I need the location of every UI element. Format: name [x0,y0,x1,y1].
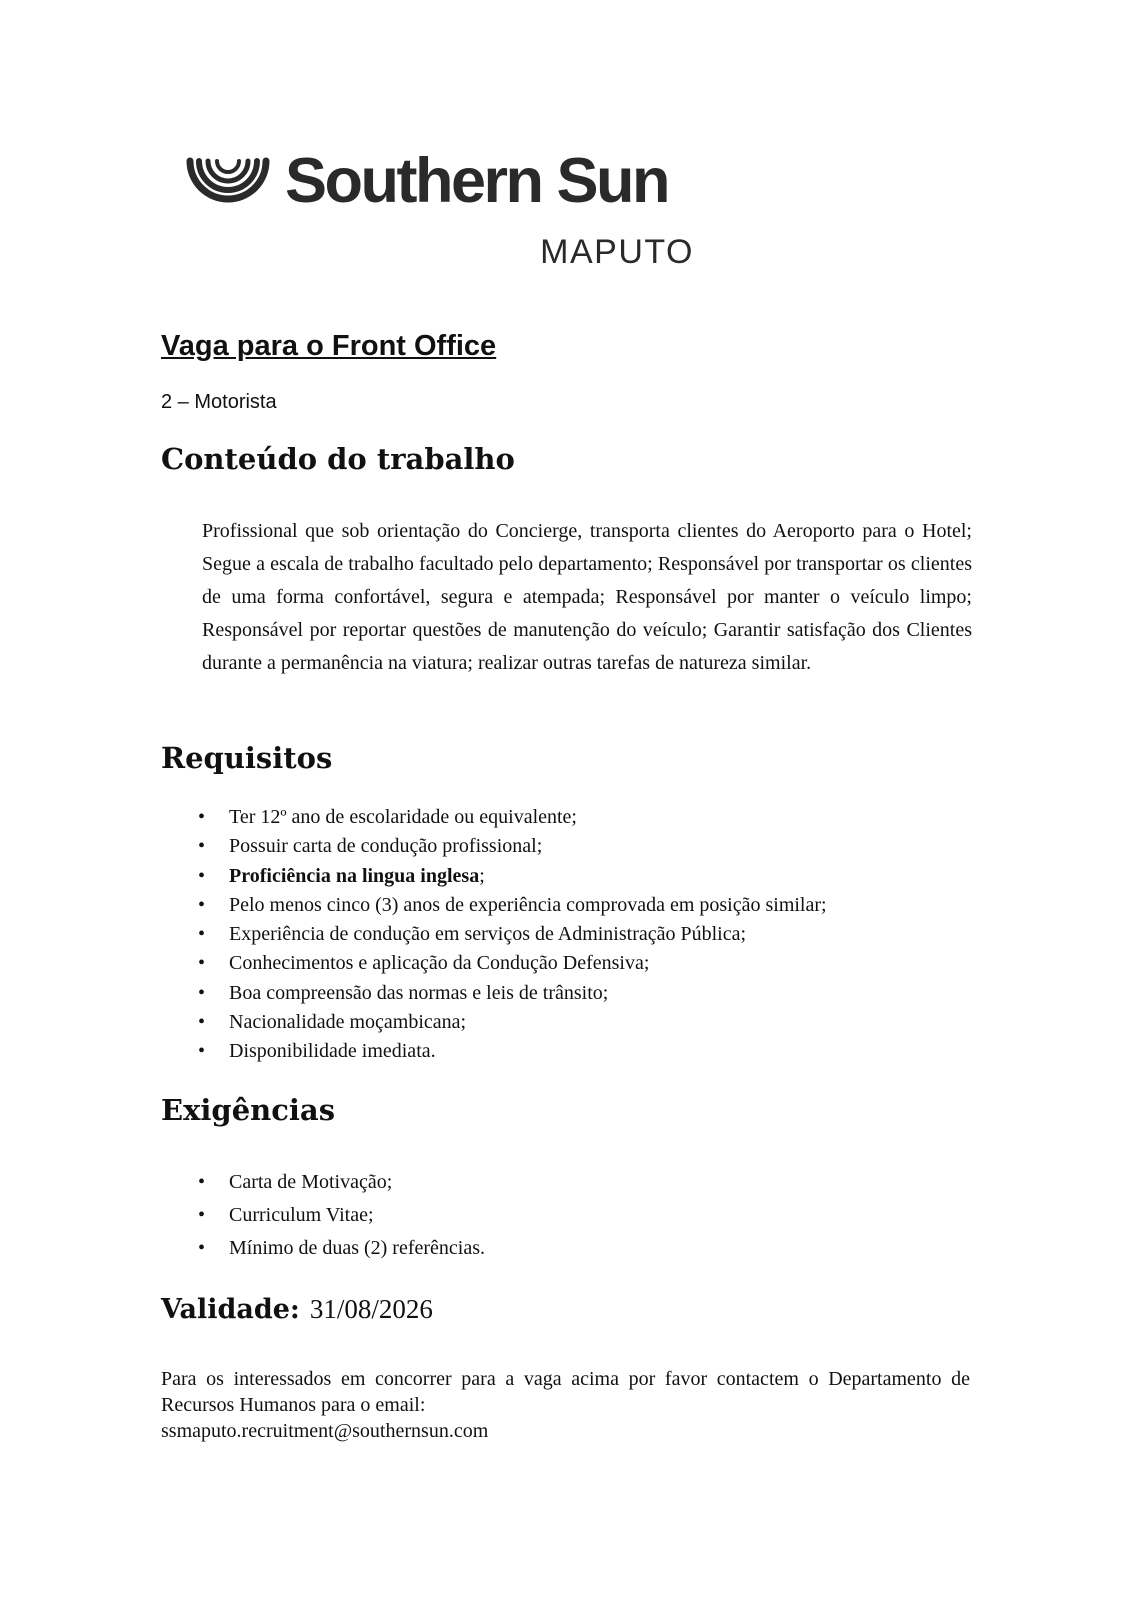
section-heading-content: Conteúdo do trabalho [161,442,515,476]
job-position: 2 – Motorista [161,391,277,413]
list-item: • Disponibilidade imediata. [229,1037,989,1066]
list-item: • Boa compreensão das normas e leis de trânsito; [229,979,989,1008]
demands-list [229,1166,989,1265]
list-item: • Curriculum Vitae; [229,1199,989,1232]
contact-paragraph [161,1366,970,1444]
requirements-list [229,803,989,1067]
section-heading-requirements: Requisitos [161,741,333,775]
list-item [229,862,989,891]
southern-sun-logo-icon [184,153,272,233]
job-title: Vaga para o Front Office [161,330,497,362]
brand-city: MAPUTO [540,233,694,271]
list-item: • Mínimo de duas (2) referências. [229,1232,989,1265]
brand-name: Southern Sun [285,146,668,216]
validity-date: 31/08/2026 [309,1294,433,1324]
list-item: • Carta de Motivação; [229,1166,989,1199]
list-item-bold-text: Proficiência na lingua inglesa [229,864,480,887]
list-item: • Pelo menos cinco (3) anos de experiência comprovada em posição similar; [229,891,989,920]
section-heading-demands: Exigências [161,1093,336,1127]
list-item: • Ter 12º ano de escolaridade ou equivalente; [229,803,989,832]
contact-text: Para os interessados em concorrer para a vaga acima por favor contactem o Departamento de Recursos Humanos para o email: [161,1368,970,1416]
list-item-suffix: ; [479,864,485,887]
list-item: • Possuir carta de condução profissional; [229,832,989,861]
validity-label: Validade: [161,1294,300,1325]
logo [184,146,694,278]
list-item: • Experiência de condução em serviços de Administração Pública; [229,920,989,949]
contact-email[interactable]: ssmaputo.recruitment@southernsun.com [161,1420,489,1442]
list-item: • Conhecimentos e aplicação da Condução Defensiva; [229,949,989,978]
list-item: • Nacionalidade moçambicana; [229,1008,989,1037]
job-content-text: Profissional que sob orientação do Concierge, transporta clientes do Aeroporto para o Hotel; Segue a escala de trabalho facultado pelo departamento; Responsável por transportar os clientes de uma forma confortável, segura e atempada; Responsável por manter o veículo limpo; Responsável por reportar questões de manutenção do veículo; Garantir satisfação dos Clientes durante a permanência na viatura; realizar outras tarefas de natureza similar. [202,520,972,674]
validity [161,1296,433,1323]
